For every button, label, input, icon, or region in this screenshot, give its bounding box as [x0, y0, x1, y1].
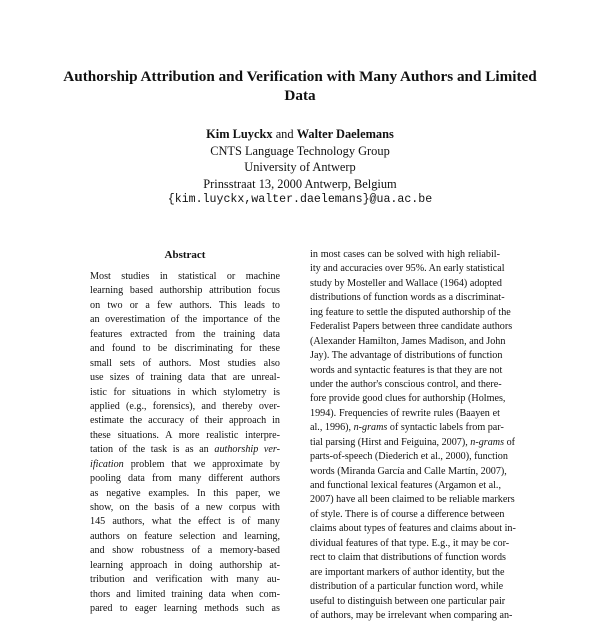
- affiliation-group: CNTS Language Technology Group: [210, 143, 390, 158]
- abstract-line: small sets of authors. Most studies also: [90, 357, 280, 369]
- affiliation-address: Prinsstraat 13, 2000 Antwerp, Belgium: [203, 176, 397, 191]
- body-line: ing feature to settle the disputed authorship of the: [310, 306, 511, 318]
- abstract-line: pared to eager learning methods such as: [90, 603, 280, 615]
- abstract-line: authors on feature selection and learning,: [90, 530, 280, 542]
- author-conjunction: and: [275, 127, 294, 141]
- body-line: al., 1996), n-grams of syntactic labels from par-: [310, 422, 504, 434]
- author-block: [100, 126, 500, 209]
- body-line: under the author's conscious control, and there-: [310, 378, 502, 390]
- paper-title: [60, 67, 540, 105]
- abstract-line: and found to be discriminating for these: [90, 343, 280, 355]
- body-line: 2007) have all been claimed to be reliable markers: [310, 494, 515, 506]
- body-line: study by Mosteller and Wallace (1964) adopted: [310, 277, 502, 289]
- author-names: [100, 126, 500, 143]
- abstract-line: tation of the task is as an authorship ver-: [90, 444, 280, 456]
- abstract-heading: Abstract: [164, 249, 206, 261]
- body-line: words and syntactic features is that they are not: [310, 364, 503, 376]
- body-line: of authors, may be irrelevant when comparing an-: [310, 609, 513, 621]
- abstract-line: applied (e.g., forensics), and thereby over-: [90, 400, 280, 412]
- author-email: {kim.luyckx,walter.daelemans}@ua.ac.be: [167, 193, 433, 206]
- abstract-body: [90, 270, 280, 617]
- abstract-line: estimate the accuracy of their approach in: [90, 415, 280, 427]
- body-line: (Alexander Hamilton, James Madison, and John: [310, 335, 506, 347]
- body-line: dividual features of that type. E.g., it may be cor-: [310, 537, 510, 549]
- body-line: ity and accuracies over 95%. An early statistical: [310, 263, 505, 275]
- abstract-line: 145 authors, what the effect is of many: [90, 516, 280, 528]
- abstract-line: show, on the basis of a new corpus with: [90, 502, 280, 513]
- abstract-line: these situations. A more realistic interpre-: [90, 429, 280, 441]
- abstract-line: features extracted from the training data: [90, 328, 280, 340]
- author-1: Kim Luyckx: [206, 127, 273, 141]
- author-2: Walter Daelemans: [296, 127, 394, 141]
- title-line-2: Data: [284, 87, 316, 104]
- abstract-line: as negative examples. In this paper, we: [90, 487, 280, 499]
- body-line: distribution of a particular function word, while: [310, 581, 504, 593]
- abstract-line: and show robustness of a memory-based: [90, 545, 280, 557]
- body-line: in most cases can be solved with high reliabil-: [310, 249, 500, 260]
- body-line: rect to claim that distributions of function words: [310, 552, 506, 564]
- body-line: parts-of-speech (Diederich et al., 2000), function: [310, 451, 508, 463]
- abstract-line: an overestimation of the importance of the: [90, 314, 280, 326]
- title-line-1: Authorship Attribution and Verification with Many Authors and Limited: [63, 68, 537, 85]
- body-line: claims about types of features and claims about in-: [310, 523, 516, 535]
- abstract-line: on two or a few authors. This leads to: [90, 299, 280, 311]
- abstract-line: istic for situations in which stylometry is: [90, 386, 280, 398]
- body-line: words (Miranda García and Calle Martín, 2007),: [310, 465, 507, 477]
- abstract-line: pooling data from many different authors: [90, 473, 280, 485]
- body-line: of style. There is of course a difference between: [310, 508, 505, 520]
- body-line: 1994). Frequencies of rewrite rules (Baayen et: [310, 407, 500, 419]
- abstract-line: Most studies in statistical or machine: [90, 271, 280, 282]
- abstract-line: use sizes of training data that are unreal-: [90, 372, 280, 384]
- abstract-line: tribution and verification with many au-: [90, 574, 280, 586]
- body-line: are important markers of author identity, but the: [310, 566, 505, 578]
- body-text-column: [310, 248, 516, 623]
- abstract-line: learning based authorship attribution focus: [90, 285, 280, 297]
- abstract-line: ification problem that we approximate by: [90, 458, 280, 470]
- affiliation-university: University of Antwerp: [244, 160, 356, 174]
- abstract-line: learning approach in doing authorship at-: [90, 559, 280, 571]
- body-line: Jay). The advantage of distributions of function: [310, 350, 503, 362]
- body-line: useful to distinguish between one particular pair: [310, 595, 506, 607]
- body-line: fore provide good clues for authorship (Holmes,: [310, 393, 506, 405]
- body-line: tial parsing (Hirst and Feiguina, 2007), n-grams of: [310, 436, 516, 448]
- body-line: Federalist Papers between three candidate authors: [310, 321, 513, 333]
- body-line: distributions of function words as a discriminat-: [310, 292, 505, 304]
- body-line: and functional lexical features (Argamon et al.,: [310, 480, 501, 491]
- abstract-line: thors and limited training data when com-: [90, 588, 280, 600]
